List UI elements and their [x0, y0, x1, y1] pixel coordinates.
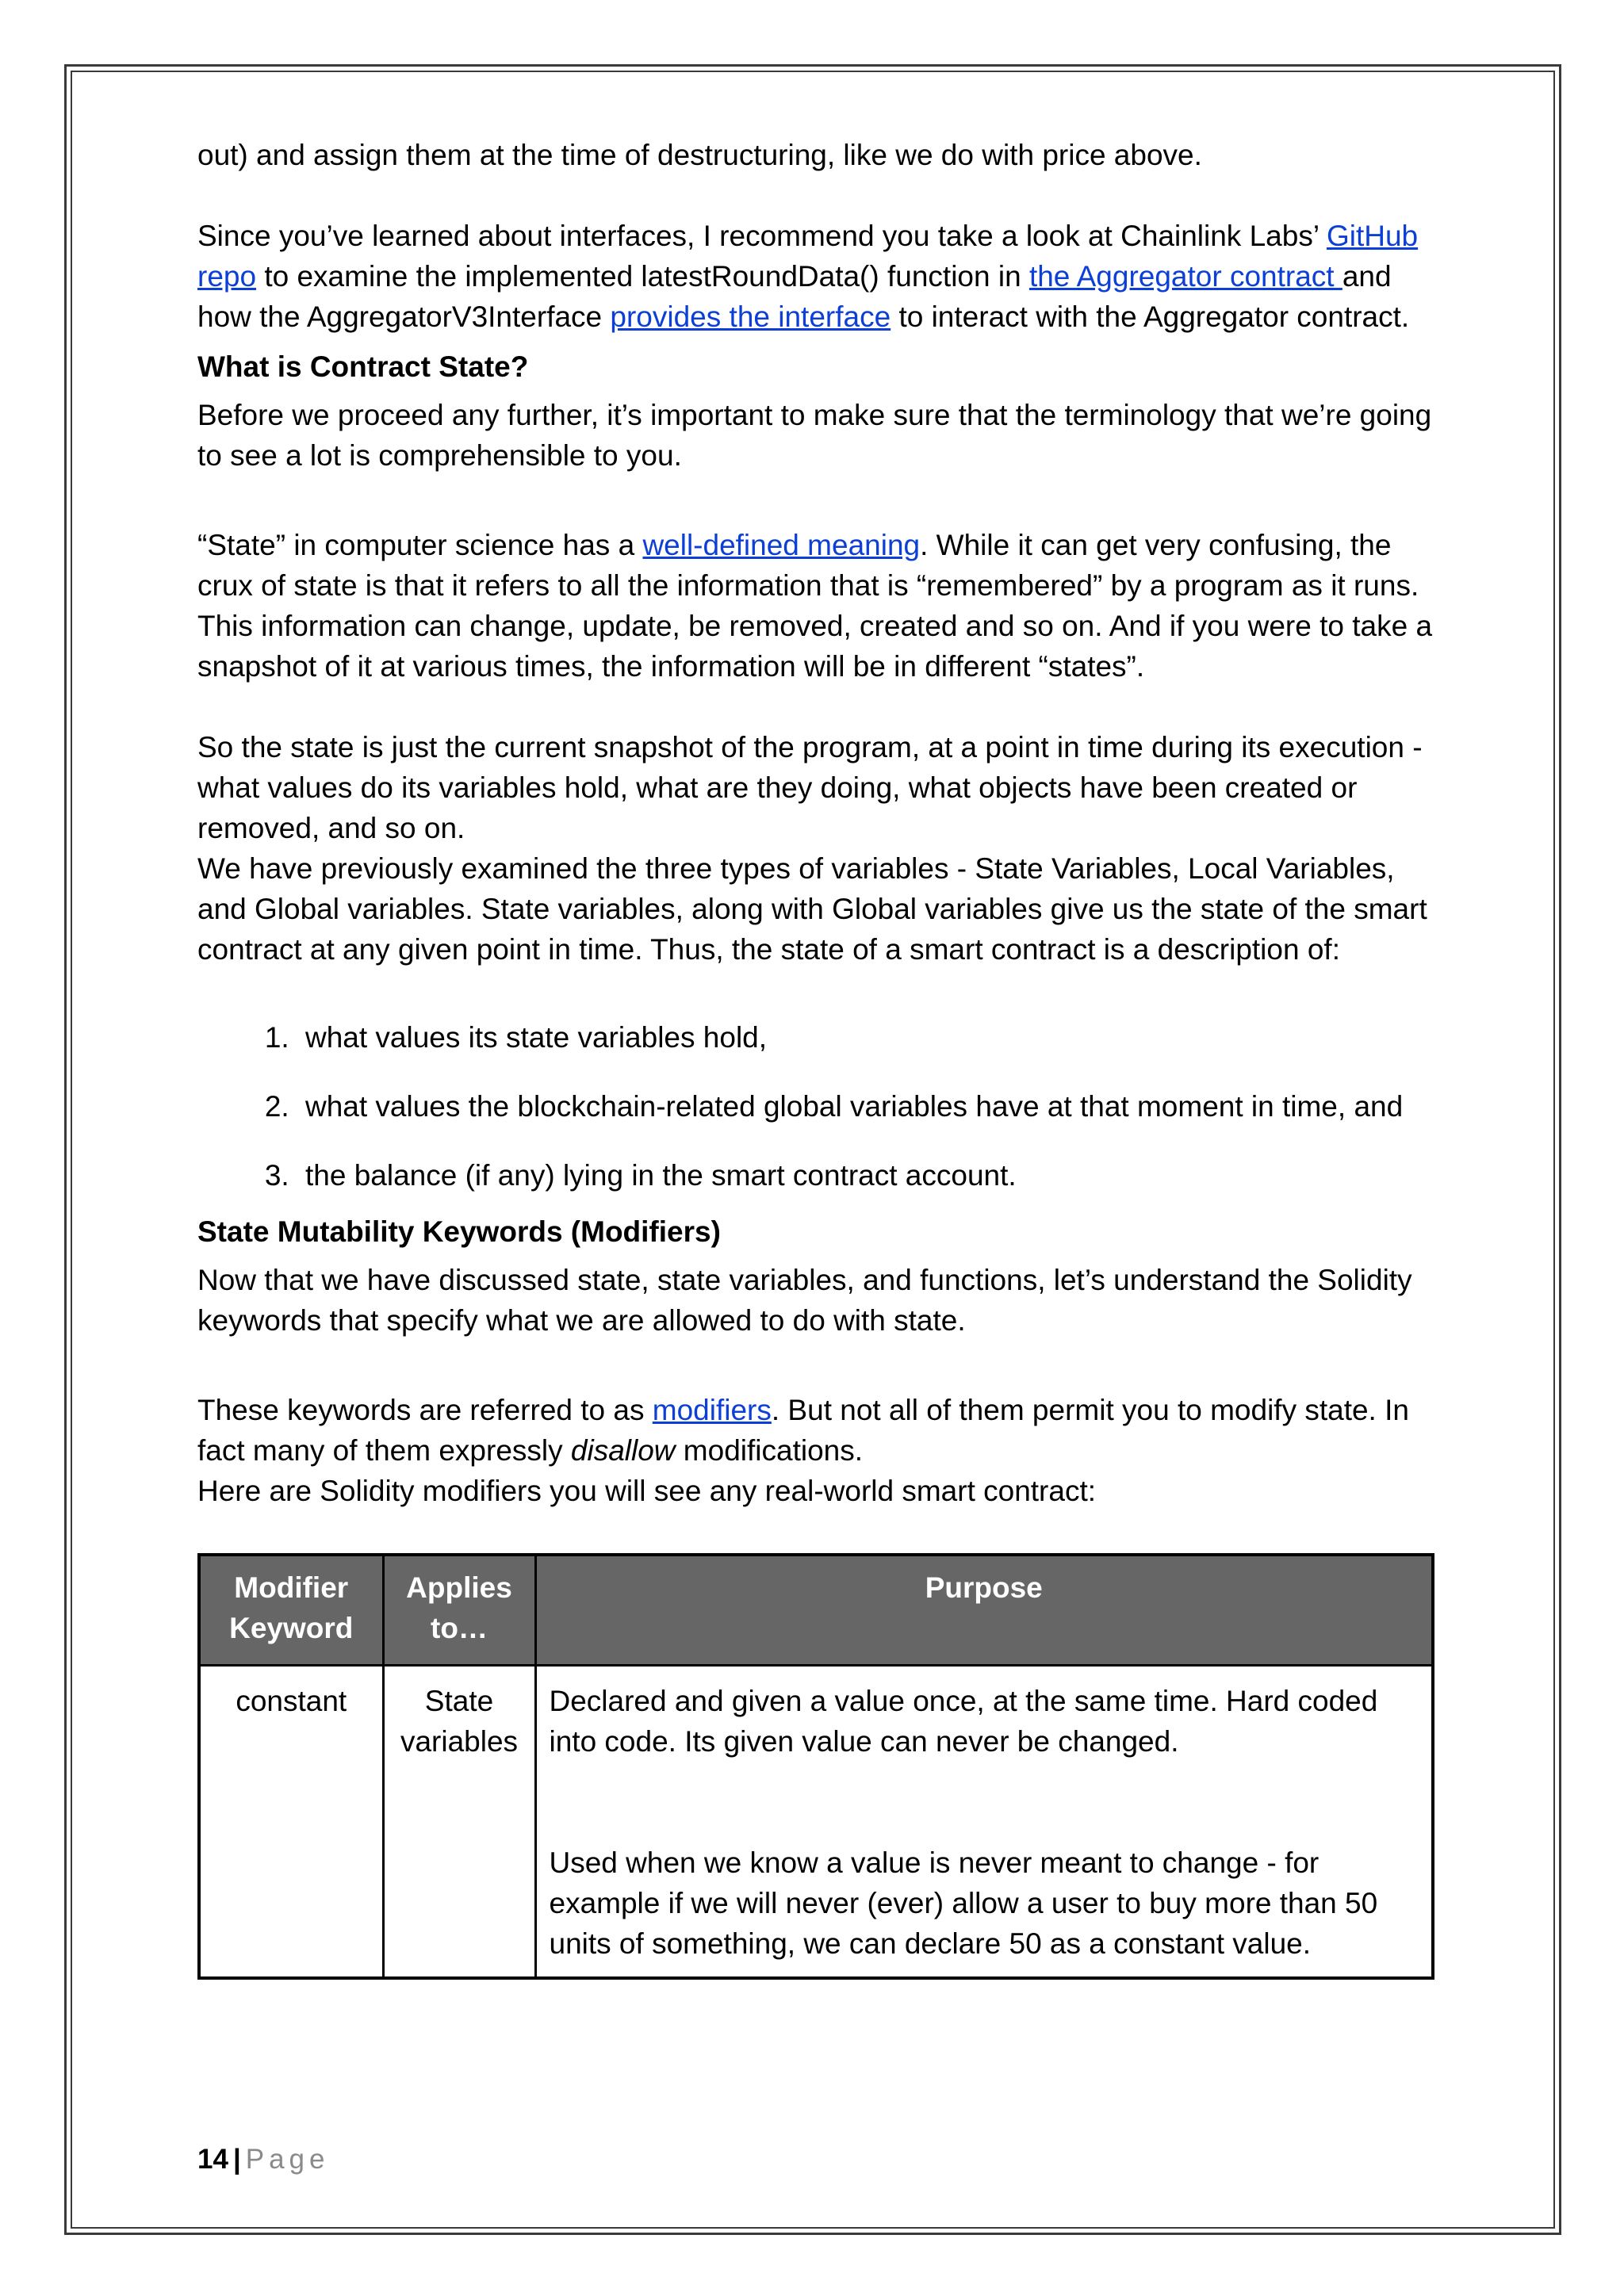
purpose-text-2: Used when we know a value is never meant to change - for example if we will never (ever) allow a user to buy more than 50 units of something, we can declare 50 as a constant value.: [549, 1846, 1378, 1960]
paragraph-terminology: Before we proceed any further, it’s important to make sure that the terminology that we’re going to see a lot is comprehensible to you.: [197, 399, 1432, 472]
cell-purpose: [535, 1666, 1433, 1979]
text: modifications.: [675, 1434, 864, 1467]
paragraph-destructuring: out) and assign them at the time of destructuring, like we do with price above.: [197, 139, 1202, 171]
github-repo-link[interactable]: GitHub repo: [197, 220, 1419, 293]
text: and how the AggregatorV3Interface: [197, 260, 1392, 333]
modifiers-table: [197, 1553, 1434, 1980]
paragraph-snapshot: So the state is just the current snapshot of the program, at a point in time during its execution - what values do its variables hold, what are they doing, what objects have been created or removed, and so on.: [197, 731, 1423, 844]
well-defined-meaning-link[interactable]: well-defined meaning: [642, 529, 921, 561]
text: . But not all of them permit you to modify state. In fact many of them expressly: [197, 1394, 1409, 1467]
heading-contract-state: What is Contract State?: [197, 350, 529, 383]
footer-separator: |: [232, 2144, 241, 2175]
aggregator-contract-link[interactable]: the Aggregator contract: [1028, 260, 1342, 293]
paragraph-state-meaning: [197, 525, 1434, 687]
spacer: [550, 1762, 1419, 1843]
paragraph-modifiers: [197, 1390, 1434, 1471]
header-applies-to: Applies to…: [383, 1555, 535, 1666]
header-purpose: Purpose: [535, 1555, 1433, 1666]
paragraph-keywords-intro: Now that we have discussed state, state variables, and functions, let’s understand the Solidity keywords that specify what we are allowed to do with state.: [197, 1264, 1412, 1337]
page-number: 14: [197, 2144, 228, 2175]
emphasis-disallow: disallow: [570, 1434, 676, 1467]
cell-keyword: constant: [199, 1666, 383, 1979]
page-label: Page: [245, 2144, 330, 2175]
cell-applies: State variables: [383, 1666, 535, 1979]
list-item: 1. what values its state variables hold,: [297, 1011, 1434, 1064]
text: Since you’ve learned about interfaces, I recommend you take a look at Chainlink Labs’: [197, 220, 1327, 252]
table-row: [199, 1666, 1433, 1979]
paragraph-interfaces: [197, 216, 1434, 337]
purpose-text-1: Declared and given a value once, at the same time. Hard coded into code. Its given value can never be changed.: [549, 1685, 1378, 1758]
paragraph-modifiers-list-intro: Here are Solidity modifiers you will see any real-world smart contract:: [197, 1475, 1097, 1507]
heading-state-mutability: State Mutability Keywords (Modifiers): [197, 1215, 721, 1248]
list-item: 2. what values the blockchain-related global variables have at that moment in time, and: [297, 1080, 1434, 1133]
text: These keywords are referred to as: [197, 1394, 653, 1426]
page-content: [197, 135, 1434, 1980]
provides-interface-link[interactable]: provides the interface: [610, 300, 891, 333]
state-description-list: [197, 1011, 1434, 1202]
page-footer: [197, 2142, 329, 2177]
paragraph-variable-types: We have previously examined the three types of variables - State Variables, Local Variables, and Global variables. State variables, along with Global variables give us the state of the smart contract at any given point in time. Thus, the state of a smart contract is a description of:: [197, 852, 1427, 966]
table-header-row: [199, 1555, 1433, 1666]
text: to examine the implemented latestRoundData() function in: [256, 260, 1029, 293]
text: . While it can get very confusing, the crux of state is that it refers to all the information that is “remembered” by a program as it runs. This information can change, update, be removed, created and so on. And if you were to take a snapshot of it at various times, the information will be in different “states”.: [197, 529, 1433, 683]
text: to interact with the Aggregator contract.: [891, 300, 1410, 333]
modifiers-link[interactable]: modifiers: [652, 1394, 772, 1426]
text: “State” in computer science has a: [197, 529, 643, 561]
list-item: 3. the balance (if any) lying in the smart contract account.: [297, 1149, 1434, 1202]
header-modifier-keyword: Modifier Keyword: [199, 1555, 383, 1666]
